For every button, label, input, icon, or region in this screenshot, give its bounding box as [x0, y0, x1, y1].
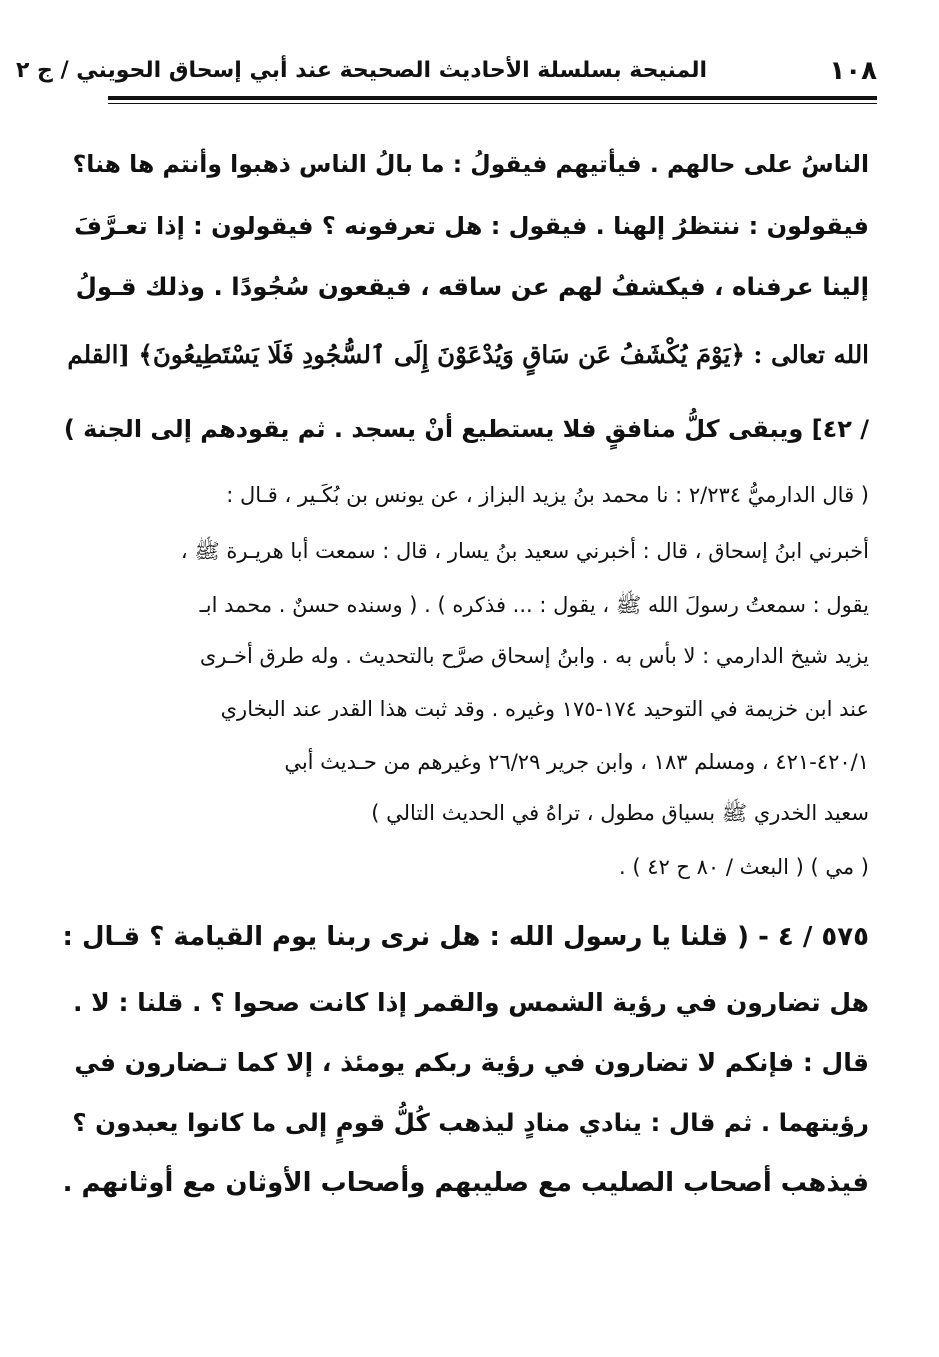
note-line: أخبرني ابنُ إسحاق ، قال : أخبرني سعيد بنُ يسار ، قال : سمعت أبا هريـرة ﷺ ، [180, 539, 869, 563]
page-header [15, 56, 877, 100]
hadith-line: فيذهب أصحاب الصليب مع صليبهم وأصحاب الأوثان مع أوثانهم . [62, 1168, 869, 1198]
body-line: إلينا عرفناه ، فيكشفُ لهم عن ساقه ، فيقعون سُجُودًا . وذلك قـولُ [75, 272, 869, 301]
source-reference: ( مي ) ( البعث / ٨٠ ح ٤٢ ) . [618, 855, 869, 879]
hadith-line: هل تضارون في رؤية الشمس والقمر إذا كانت صحوا ؟ . قلنا : لا . [72, 988, 869, 1017]
running-title: المنيحة بسلسلة الأحاديث الصحيحة عند أبي إسحاق الحويني / ج ٢ [15, 58, 707, 83]
note-line: عند ابن خزيمة في التوحيد ١٧٤-١٧٥ وغيره . وقد ثبت هذا القدر عند البخاري [220, 697, 869, 721]
note-line: ٤٢٠/١-٤٢١ ، ومسلم ١٨٣ ، وابن جرير ٢٦/٢٩ وغيرهم من حـديث أبي [284, 750, 869, 774]
note-line: سعيد الخدري ﷺ بسياق مطول ، تراهُ في الحديث التالي ) [371, 801, 869, 825]
hadith-line: رؤيتهما . ثم قال : ينادي منادٍ ليذهب كُلُّ قومٍ إلى ما كانوا يعبدون ؟ [72, 1108, 869, 1137]
note-line: ( قال الدارميُّ ٢/٢٣٤ : نا محمد بنُ يزيد البزاز ، عن يونس بن بُكَـير ، قـال : [226, 483, 869, 507]
body-line: / ٤٢] ويبقى كلُّ منافقٍ فلا يستطيع أنْ يسجد . ثم يقودهم إلى الجنة ) [63, 415, 869, 443]
note-line: يزيد شيخ الدارمي : لا بأس به . وابنُ إسحاق صرَّح بالتحديث . وله طرق أخـرى [199, 644, 869, 668]
header-rule-thin [108, 103, 877, 104]
body-line-quran-verse: الله تعالى : ﴿يَوْمَ يُكْشَفُ عَن سَاقٍ وَيُدْعَوْنَ إِلَى ٱلسُّجُودِ فَلَا يَسْتَطِيعُونَ﴾ [القلم [67, 340, 869, 369]
hadith-line: قال : فإنكم لا تضارون في رؤية ربكم يومئذ ، إلا كما تـضارون في [74, 1048, 869, 1077]
body-line: فيقولون : ننتظرُ إلهنا . فيقول : هل تعرفونه ؟ فيقولون : إذا تعـرَّفَ [74, 212, 869, 240]
header-rule-thick [108, 96, 877, 100]
note-line: يقول : سمعتُ رسولَ الله ﷺ ، يقول : ... فذكره ) . ( وسنده حسنٌ . محمد ابـ [199, 593, 869, 617]
hadith-line: ٥٧٥ / ٤ - ( قلنا يا رسول الله : هل نرى ربنا يوم القيامة ؟ قـال : [62, 922, 869, 952]
body-line: الناسُ على حالهم . فيأتيهم فيقولُ : ما بالُ الناس ذهبوا وأنتم ها هنا؟ [72, 150, 869, 178]
header-rule [108, 96, 877, 106]
page-number: ١٠٨ [829, 56, 877, 86]
